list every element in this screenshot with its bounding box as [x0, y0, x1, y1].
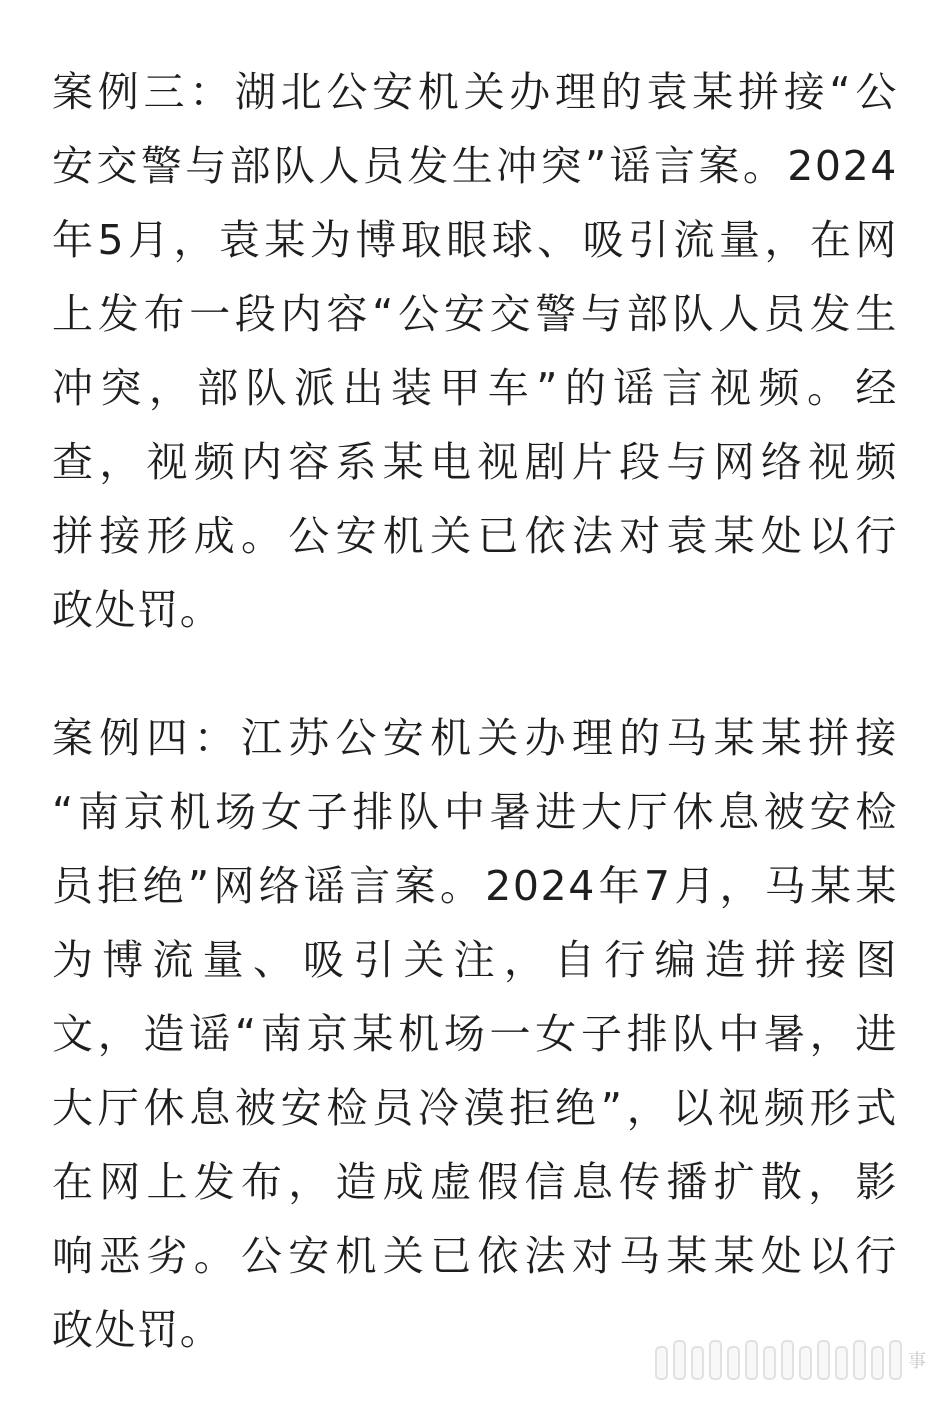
watermark-logo: [655, 1340, 926, 1380]
text-line: 拼接形成。公安机关已依法对袁某处以行: [52, 512, 898, 560]
text-line: “南京机场女子排队中暑进大厅休息被安检: [52, 788, 898, 836]
text-line: 文，造谣“南京某机场一女子排队中暑，进: [52, 1010, 898, 1058]
text-line: 上发布一段内容“公安交警与部队人员发生: [52, 290, 898, 338]
text-line: 年5月，袁某为博取眼球、吸引流量，在网: [52, 216, 898, 264]
paragraph-case-four: [52, 701, 898, 1367]
paragraph-case-three: [52, 55, 898, 647]
text-line: 案例四：江苏公安机关办理的马某某拼接: [52, 714, 898, 762]
text-line-last: 政处罚。: [52, 586, 223, 634]
text-line: 查，视频内容系某电视剧片段与网络视频: [52, 438, 898, 486]
text-line: 在网上发布，造成虚假信息传播扩散，影: [52, 1158, 898, 1206]
text-line: 为博流量、吸引关注，自行编造拼接图: [52, 936, 898, 984]
text-line-last: 政处罚。: [52, 1306, 223, 1354]
text-line: 员拒绝”网络谣言案。2024年7月，马某某: [52, 862, 898, 910]
text-line: 冲突，部队派出装甲车”的谣言视频。经: [52, 364, 898, 412]
watermark-bars-icon: [655, 1340, 902, 1380]
text-line: 案例三：湖北公安机关办理的袁某拼接“公: [52, 68, 898, 116]
watermark-text: 事: [908, 1351, 926, 1372]
text-line: 大厅休息被安检员冷漠拒绝”，以视频形式: [52, 1084, 898, 1132]
text-line: 响恶劣。公安机关已依法对马某某处以行: [52, 1232, 898, 1280]
text-line: 安交警与部队人员发生冲突”谣言案。2024: [52, 142, 898, 190]
